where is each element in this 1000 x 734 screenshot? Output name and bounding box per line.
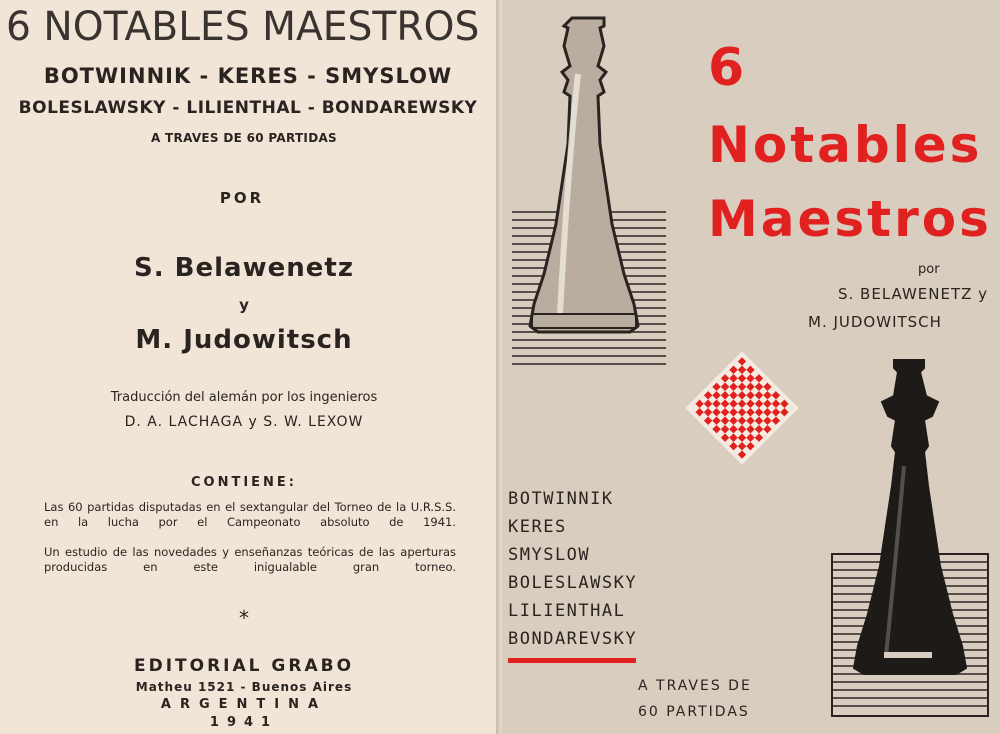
author-2: M. Judowitsch bbox=[135, 325, 353, 355]
publisher-address: Matheu 1521 - Buenos Aires bbox=[135, 680, 353, 694]
contents-paragraph-1: Las 60 partidas disputadas en el sextangular del Torneo de la U.R.S.S. en la lucha por el Campeonato absoluto de 1941. bbox=[44, 500, 456, 529]
red-underline bbox=[508, 658, 636, 663]
cover-master-name: BOLESLAWSKY bbox=[508, 573, 638, 593]
black-king-icon bbox=[828, 356, 994, 720]
title-page-by: POR bbox=[219, 189, 265, 207]
cover-master-name: SMYSLOW bbox=[508, 545, 591, 565]
translation-note: Traducción del alemán por los ingenieros bbox=[110, 390, 378, 405]
cover-subtitle-line-2: 60 PARTIDAS bbox=[638, 704, 750, 720]
author-1: S. Belawenetz bbox=[134, 253, 354, 283]
chessboard-diamond-icon bbox=[684, 350, 800, 466]
white-king-icon bbox=[508, 14, 668, 372]
publication-year: 1941 bbox=[209, 715, 279, 730]
cover-subtitle-line-1: A TRAVES DE bbox=[638, 678, 752, 694]
publisher: EDITORIAL GRABO bbox=[133, 656, 355, 676]
title-page bbox=[0, 0, 496, 734]
masters-line-1: BOTWINNIK - KERES - SMYSLOW bbox=[43, 64, 453, 88]
cover-masters-list bbox=[508, 485, 668, 653]
publisher-country: ARGENTINA bbox=[160, 697, 328, 712]
cover-master-name: BOTWINNIK bbox=[508, 489, 614, 509]
cover-master-name: LILIENTHAL bbox=[508, 601, 626, 621]
cover-author-2: M. JUDOWITSCH bbox=[808, 313, 942, 331]
title-page-title: 6 NOTABLES MAESTROS bbox=[6, 4, 480, 50]
book-cover bbox=[502, 0, 1000, 734]
author-conjunction: y bbox=[239, 296, 249, 314]
cover-master-name: BONDAREVSKY bbox=[508, 629, 638, 649]
contents-paragraph-2: Un estudio de las novedades y enseñanzas teóricas de las aperturas producidas en este inigualable gran torneo. bbox=[44, 545, 456, 574]
title-page-subtitle: A TRAVES DE 60 PARTIDAS bbox=[150, 131, 337, 145]
ornament-star: * bbox=[239, 606, 249, 630]
cover-by: por bbox=[918, 262, 940, 277]
contents-heading: CONTIENE: bbox=[190, 475, 297, 490]
cover-number: 6 bbox=[708, 38, 745, 98]
translators: D. A. LACHAGA y S. W. LEXOW bbox=[124, 414, 364, 430]
cover-title-line-2: Maestros bbox=[708, 190, 992, 248]
masters-line-2: BOLESLAWSKY - LILIENTHAL - BONDAREWSKY bbox=[18, 98, 478, 118]
cover-author-1: S. BELAWENETZ y bbox=[838, 285, 989, 303]
cover-title-line-1: Notables bbox=[708, 116, 983, 174]
cover-master-name: KERES bbox=[508, 517, 567, 537]
